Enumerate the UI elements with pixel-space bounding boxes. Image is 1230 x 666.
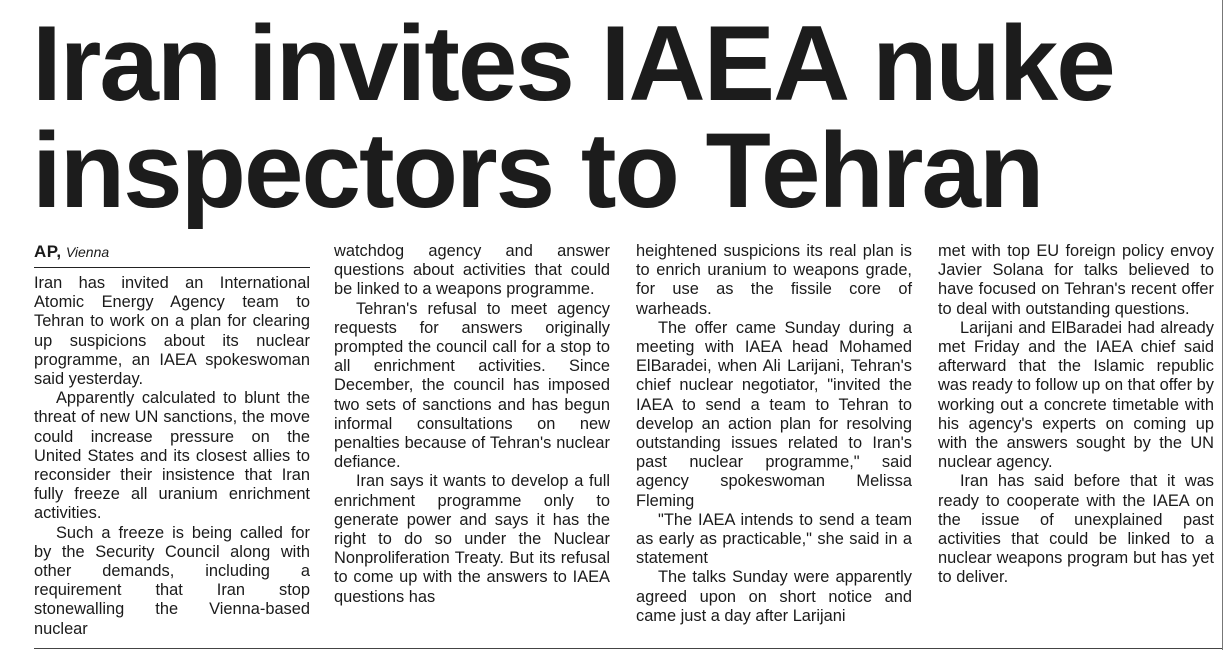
column-1-text <box>34 274 310 639</box>
article-column-3 <box>636 242 912 626</box>
paragraph: Larijani and ElBaradei had already met Friday and the IAEA chief said afterward that the Islamic republic was ready to follow up on that offer by working out a concrete timetable with his agency's experts on coming up with the answers sought by the UN nuclear agency. <box>938 318 1214 472</box>
paragraph: met with top EU foreign policy envoy Javier Solana for talks believed to have focused on Tehran's recent offer to deal with outstanding questions. <box>938 242 1214 318</box>
byline-dateline: Vienna <box>65 244 110 260</box>
paragraph: Iran says it wants to develop a full enrichment programme only to generate power and says it has the right to do so under the Nuclear Nonproliferation Treaty. But its refusal to come up with the answers to IAEA questions has <box>334 472 610 606</box>
paragraph: Tehran's refusal to meet agency requests for answers originally prompted the council call for a stop to all enrichment activities. Since December, the council has imposed two sets of sanctions and has begun informal consultations on new penalties because of Tehran's nuclear defiance. <box>334 299 610 472</box>
column-rule-right <box>1222 0 1223 650</box>
headline-line-1: Iran invites IAEA nuke <box>32 3 1114 123</box>
paragraph: "The IAEA intends to send a team as early as practicable," she said in a statement <box>636 510 912 568</box>
article-column-2 <box>334 242 610 607</box>
article-column-4 <box>938 242 1214 588</box>
paragraph: watchdog agency and answer questions about activities that could be linked to a weapons programme. <box>334 242 610 299</box>
paragraph: Iran has invited an International Atomic Energy Agency team to Tehran to work on a plan for clearing up suspicions about its nuclear programme, an IAEA spokeswoman said yesterday. <box>34 274 310 389</box>
byline-agency: AP, <box>34 242 62 261</box>
paragraph: The offer came Sunday during a meeting with IAEA head Mohamed ElBaradei, when Ali Larijani, Tehran's chief nuclear negotiator, "invited the IAEA to send a team to Tehran to develop an action plan for resolving outstanding issues related to Iran's past nuclear programme," said agency spokeswoman Melissa Fleming <box>636 318 912 510</box>
column-2-text <box>334 242 610 607</box>
headline <box>32 3 1114 230</box>
byline <box>34 242 310 268</box>
column-3-text <box>636 242 912 626</box>
paragraph: Apparently calculated to blunt the threat of new UN sanctions, the move could increase pressure on the United States and its closest allies to reconsider their insistence that Iran fully freeze all uranium enrichment activities. <box>34 389 310 523</box>
paragraph: Such a freeze is being called for by the Security Council along with other demands, including a requirement that Iran stop stonewalling the Vienna-based nuclear <box>34 523 310 638</box>
paragraph: The talks Sunday were apparently agreed upon on short notice and came just a day after Larijani <box>636 568 912 625</box>
headline-line-2: inspectors to Tehran <box>32 110 1043 230</box>
bottom-rule <box>34 648 1222 649</box>
paragraph: heightened suspicions its real plan is to enrich uranium to weapons grade, for use as the fissile core of warheads. <box>636 242 912 318</box>
article-column-1 <box>34 242 310 639</box>
column-4-text <box>938 242 1214 588</box>
paragraph: Iran has said before that it was ready to cooperate with the IAEA on the issue of unexplained past activities that could be linked to a nuclear weapons program but has yet to deliver. <box>938 472 1214 587</box>
